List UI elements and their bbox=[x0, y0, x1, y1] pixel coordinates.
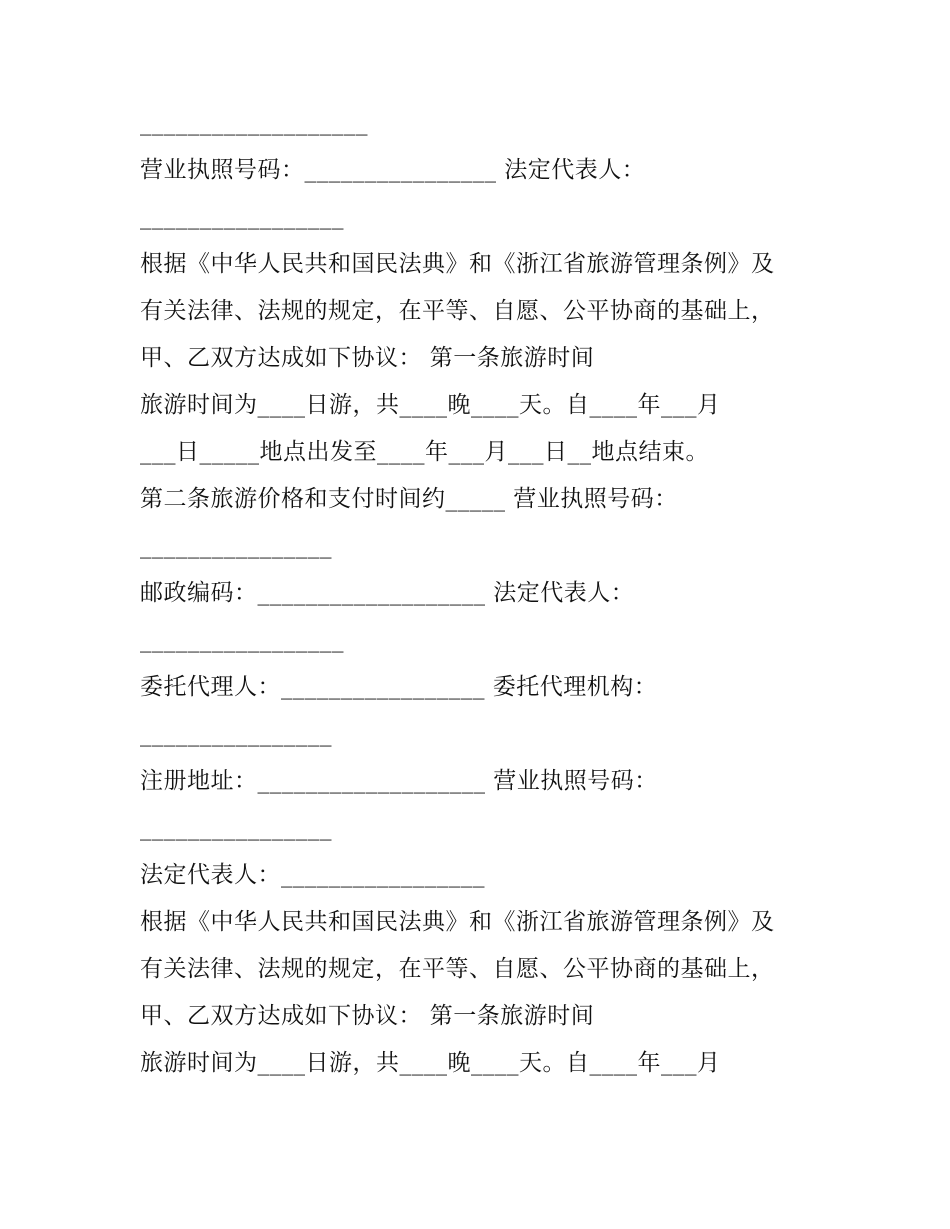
blank-underline: _________________ bbox=[140, 204, 344, 230]
blank-underline: ________________ bbox=[140, 721, 332, 747]
travel-time-line: 旅游时间为____日游，共____晚____天。自____年___月 bbox=[140, 1050, 721, 1076]
paragraph-line: 有关法律、法规的规定，在平等、自愿、公平协商的基础上， bbox=[140, 956, 775, 982]
paragraph-line: 甲、乙双方达成如下协议： 第一条旅游时间 bbox=[140, 345, 595, 371]
address-line: 注册地址：___________________ 营业执照号码： bbox=[140, 768, 658, 794]
travel-time-line: 旅游时间为____日游，共____晚____天。自____年___月 bbox=[140, 392, 721, 418]
agent-line: 委托代理人：_________________ 委托代理机构： bbox=[140, 674, 658, 700]
travel-time-line: ___日_____地点出发至____年___月___日__地点结束。 bbox=[140, 439, 709, 465]
paragraph-line: 根据《中华人民共和国民法典》和《浙江省旅游管理条例》及 bbox=[140, 251, 775, 277]
business-license-line: 营业执照号码：________________ 法定代表人： bbox=[140, 157, 646, 183]
paragraph-line: 根据《中华人民共和国民法典》和《浙江省旅游管理条例》及 bbox=[140, 909, 775, 935]
document-page bbox=[140, 100, 840, 1087]
blank-underline: ___________________ bbox=[140, 110, 368, 136]
paragraph-line: 甲、乙双方达成如下协议： 第一条旅游时间 bbox=[140, 1003, 595, 1029]
paragraph-line: 有关法律、法规的规定，在平等、自愿、公平协商的基础上， bbox=[140, 298, 775, 324]
price-line: 第二条旅游价格和支付时间约_____ 营业执照号码： bbox=[140, 486, 678, 512]
blank-underline: ________________ bbox=[140, 815, 332, 841]
postal-code-line: 邮政编码：___________________ 法定代表人： bbox=[140, 580, 635, 606]
blank-underline: ________________ bbox=[140, 533, 332, 559]
blank-underline: _________________ bbox=[140, 627, 344, 653]
legal-rep-line: 法定代表人：_________________ bbox=[140, 862, 485, 888]
